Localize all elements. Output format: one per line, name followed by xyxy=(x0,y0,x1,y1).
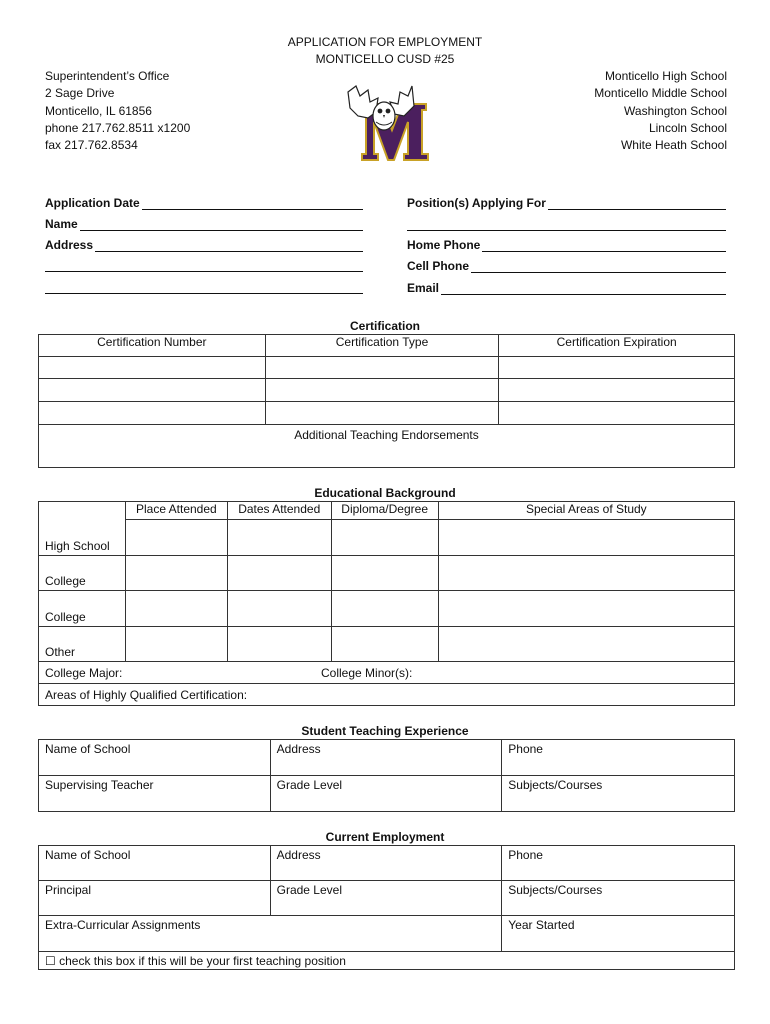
education-cell[interactable] xyxy=(227,520,331,556)
ce-phone-label: Phone xyxy=(508,848,543,862)
current-employment-table xyxy=(38,845,735,970)
cell-phone-label: Cell Phone xyxy=(407,259,470,273)
education-table xyxy=(38,501,735,706)
education-cell[interactable] xyxy=(125,556,227,591)
certification-table xyxy=(38,334,735,468)
table-row xyxy=(39,776,735,812)
st-subjects-label: Subjects/Courses xyxy=(508,778,603,792)
table-row xyxy=(39,379,735,402)
ce-subjects-label: Subjects/Courses xyxy=(508,883,603,897)
ce-principal-cell[interactable] xyxy=(39,881,271,916)
education-cell[interactable] xyxy=(125,627,227,662)
cert-type-header: Certification Type xyxy=(265,335,499,357)
ce-address-cell[interactable] xyxy=(270,846,502,881)
cert-cell[interactable] xyxy=(39,402,266,425)
st-supervisor-cell[interactable] xyxy=(39,776,271,812)
st-grade-cell[interactable] xyxy=(270,776,502,812)
st-school-cell[interactable] xyxy=(39,740,271,776)
certification-title: Certification xyxy=(349,319,420,333)
ce-school-label: Name of School xyxy=(45,848,131,862)
education-cell[interactable] xyxy=(331,591,438,627)
table-row xyxy=(39,556,735,591)
table-row xyxy=(39,425,735,468)
cert-expiration-header: Certification Expiration xyxy=(499,335,735,357)
education-corner-cell xyxy=(39,502,126,520)
table-row xyxy=(39,881,735,916)
superintendent-address xyxy=(45,68,190,154)
ce-grade-cell[interactable] xyxy=(270,881,502,916)
cert-cell[interactable] xyxy=(499,402,735,425)
table-row xyxy=(39,520,735,556)
ce-address-label: Address xyxy=(276,848,321,862)
ce-phone-cell[interactable] xyxy=(502,846,735,881)
st-subjects-cell[interactable] xyxy=(502,776,735,812)
application-date-label: Application Date xyxy=(45,196,140,210)
ce-extracurricular-cell[interactable] xyxy=(39,916,502,952)
table-row xyxy=(39,357,735,379)
office-line: phone 217.762.8511 x1200 xyxy=(45,120,191,135)
school-list xyxy=(594,68,727,154)
first-teaching-cell xyxy=(39,952,735,970)
school-name: Washington School xyxy=(624,103,727,118)
education-cell[interactable] xyxy=(227,556,331,591)
ce-subjects-cell[interactable] xyxy=(502,881,735,916)
cert-cell[interactable] xyxy=(39,379,266,402)
education-cell[interactable] xyxy=(438,556,734,591)
positions-line-2[interactable] xyxy=(407,229,726,231)
st-address-cell[interactable] xyxy=(270,740,502,776)
education-cell[interactable] xyxy=(331,556,438,591)
school-name: White Heath School xyxy=(620,138,727,153)
education-row-label: High School xyxy=(39,520,126,556)
education-row-label: Other xyxy=(39,627,126,662)
education-title: Educational Background xyxy=(314,486,456,500)
table-row xyxy=(39,502,735,520)
education-cell[interactable] xyxy=(125,520,227,556)
dates-attended-header: Dates Attended xyxy=(227,502,331,520)
table-row xyxy=(39,684,735,706)
table-row xyxy=(39,916,735,952)
education-cell[interactable] xyxy=(227,591,331,627)
st-grade-label: Grade Level xyxy=(276,778,343,792)
education-cell[interactable] xyxy=(227,627,331,662)
st-school-label: Name of School xyxy=(45,742,131,756)
positions-field[interactable] xyxy=(407,196,726,210)
st-phone-label: Phone xyxy=(508,742,543,756)
cell-phone-field[interactable] xyxy=(407,259,726,273)
school-name: Monticello High School xyxy=(604,69,727,83)
table-row xyxy=(39,627,735,662)
cert-cell[interactable] xyxy=(39,357,266,379)
school-name: Lincoln School xyxy=(648,120,727,135)
education-cell[interactable] xyxy=(125,591,227,627)
home-phone-label: Home Phone xyxy=(407,238,481,252)
education-row-label: College xyxy=(39,556,126,591)
endorsements-cell[interactable] xyxy=(39,425,735,468)
cert-cell[interactable] xyxy=(265,402,499,425)
table-row xyxy=(39,591,735,627)
table-row xyxy=(39,740,735,776)
district-name: MONTICELLO CUSD #25 xyxy=(315,52,455,66)
name-field[interactable] xyxy=(45,217,363,231)
college-minor-label: College Minor(s): xyxy=(321,665,413,680)
college-major-minor-cell[interactable] xyxy=(39,662,735,684)
table-row xyxy=(39,335,735,357)
ce-year-started-label: Year Started xyxy=(508,918,575,932)
table-row xyxy=(39,846,735,881)
table-row xyxy=(39,952,735,970)
cert-cell[interactable] xyxy=(499,379,735,402)
place-attended-header: Place Attended xyxy=(125,502,227,520)
address-field[interactable] xyxy=(45,238,363,252)
st-phone-cell[interactable] xyxy=(502,740,735,776)
education-row-label: College xyxy=(39,591,126,627)
cert-cell[interactable] xyxy=(265,357,499,379)
cert-cell[interactable] xyxy=(499,357,735,379)
cert-number-header: Certification Number xyxy=(39,335,266,357)
highly-qualified-label: Areas of Highly Qualified Certification: xyxy=(45,687,248,702)
ce-school-cell[interactable] xyxy=(39,846,271,881)
office-line: fax 217.762.8534 xyxy=(45,138,138,153)
table-row xyxy=(39,402,735,425)
positions-label: Position(s) Applying For xyxy=(407,196,546,210)
cert-cell[interactable] xyxy=(265,379,499,402)
application-date-field[interactable] xyxy=(45,196,363,210)
education-cell[interactable] xyxy=(438,520,734,556)
form-title: APPLICATION FOR EMPLOYMENT xyxy=(287,35,483,49)
ce-extracurricular-label: Extra-Curricular Assignments xyxy=(45,918,201,932)
first-teaching-label: check this box if this will be your first teaching position xyxy=(59,953,346,968)
address-line-3[interactable] xyxy=(45,292,363,294)
name-label: Name xyxy=(45,217,78,231)
special-areas-header: Special Areas of Study xyxy=(438,502,734,520)
current-employment-title: Current Employment xyxy=(325,830,445,844)
education-cell[interactable] xyxy=(438,627,734,662)
school-name: Monticello Middle School xyxy=(594,86,727,101)
st-address-label: Address xyxy=(276,742,321,756)
st-supervisor-label: Supervising Teacher xyxy=(45,778,154,792)
office-line: Monticello, IL 61856 xyxy=(45,103,152,118)
diploma-degree-header: Diploma/Degree xyxy=(331,502,438,520)
office-line: Superintendent’s Office xyxy=(45,69,170,83)
student-teaching-table xyxy=(38,739,735,812)
office-line: 2 Sage Drive xyxy=(45,86,115,101)
table-row xyxy=(39,662,735,684)
student-teaching-title: Student Teaching Experience xyxy=(301,724,469,738)
endorsements-label: Additional Teaching Endorsements xyxy=(294,428,479,442)
ce-principal-label: Principal xyxy=(45,883,92,897)
email-field[interactable] xyxy=(407,281,726,295)
address-line-2[interactable] xyxy=(45,270,363,272)
education-cell[interactable] xyxy=(331,627,438,662)
college-major-label: College Major: xyxy=(45,665,123,680)
home-phone-field[interactable] xyxy=(407,238,726,252)
address-label: Address xyxy=(45,238,94,252)
ce-grade-label: Grade Level xyxy=(276,883,342,897)
email-label: Email xyxy=(407,281,440,295)
first-teaching-checkbox[interactable]: ☐ xyxy=(45,953,56,968)
highly-qualified-cell[interactable] xyxy=(39,684,735,706)
education-cell[interactable] xyxy=(438,591,734,627)
ce-year-started-cell[interactable] xyxy=(502,916,735,952)
education-cell[interactable] xyxy=(331,520,438,556)
owl-logo-icon xyxy=(342,82,430,162)
